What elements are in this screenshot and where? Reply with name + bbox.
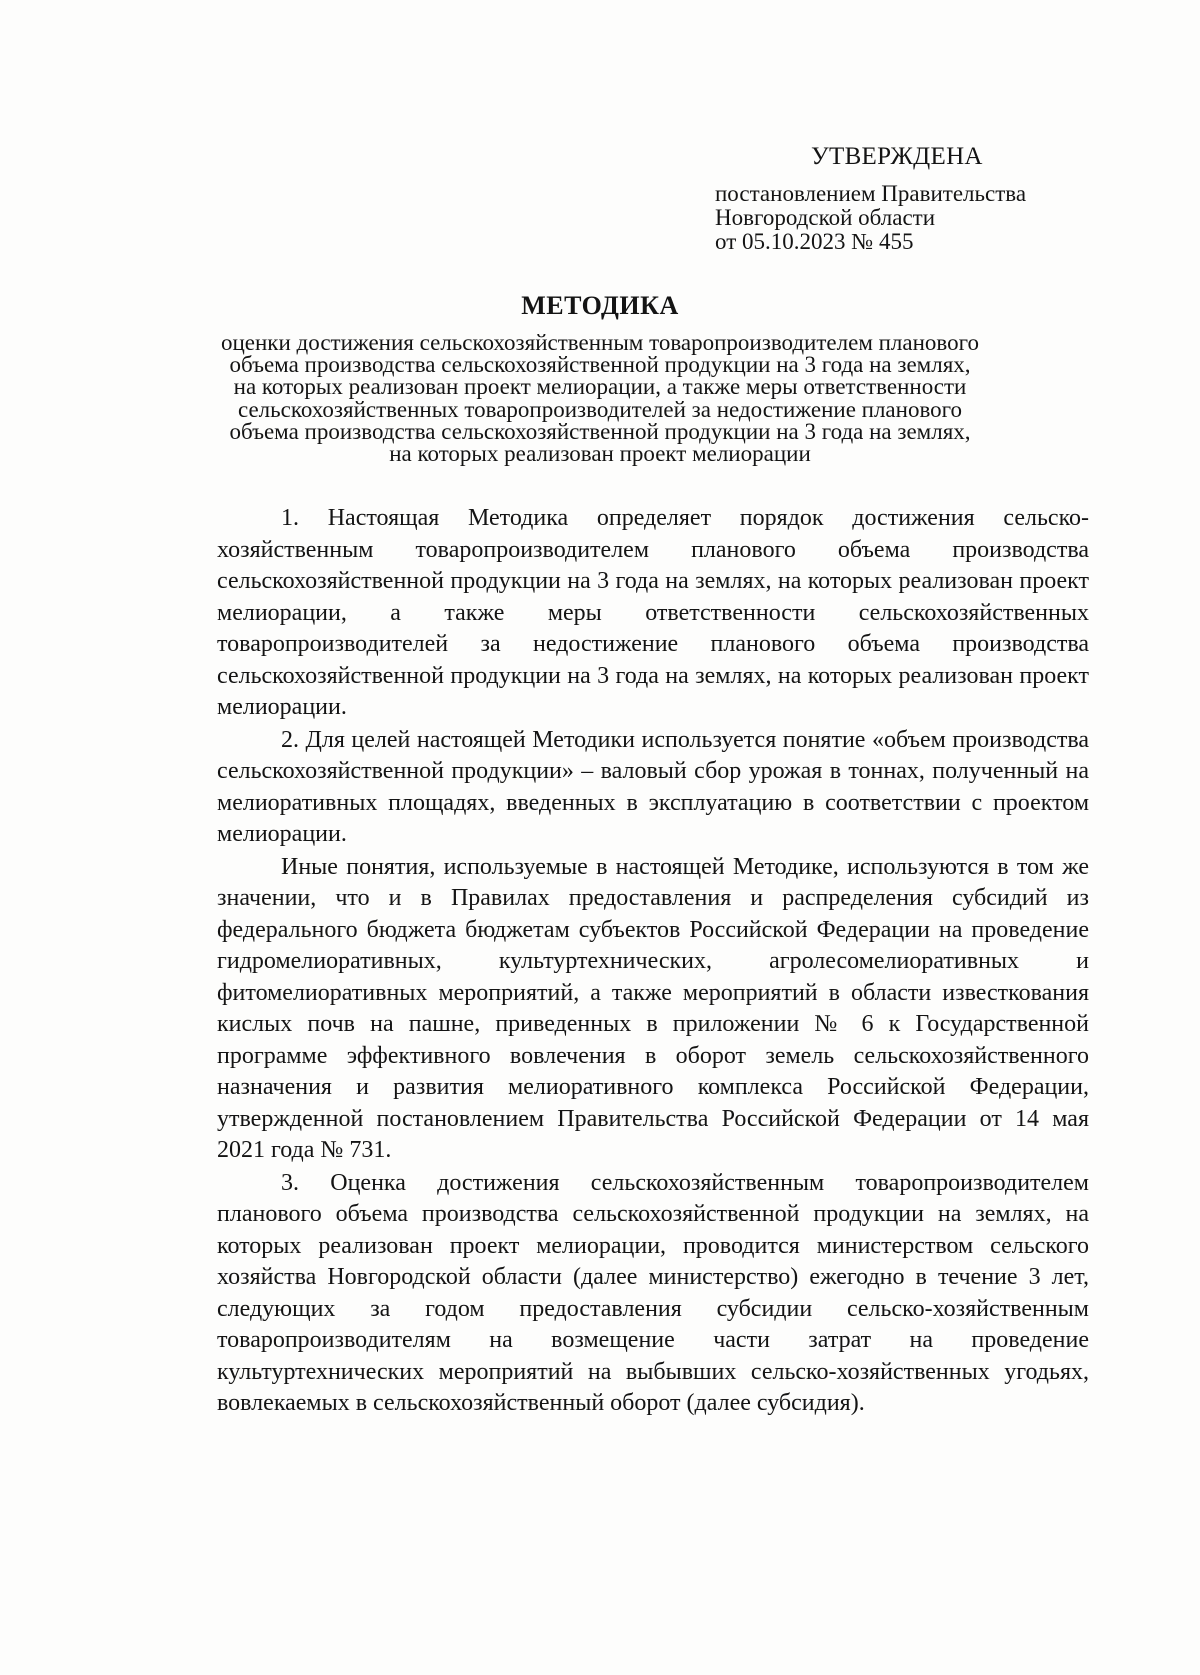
document-body <box>217 503 1089 1420</box>
paragraph-3: 3. Оценка достижения сельскохозяйственным товаропроизводителем планового объема производства сельскохозяйственной продукции на землях, на которых реализован проект мелиорации, проводится министерством сельского хозяйства Новгородской области (далее министерство) ежегодно в течение 3 лет, следующих за годом предоставления субсидии сельско-хозяйственным товаропроизводителям на возмещение части затрат на проведение культуртехнических мероприятий на выбывших сельско-хозяйственных угодьях, вовлекаемых в сельскохозяйственный оборот (далее субсидия). <box>217 1169 1089 1416</box>
approval-block <box>715 142 1027 254</box>
subtitle-line: на которых реализован проект мелиорации, а также меры ответственности <box>233 374 967 400</box>
subtitle-line: объема производства сельскохозяйственной продукции на 3 года на землях, <box>229 418 971 444</box>
paragraph-other-terms: Иные понятия, используемые в настоящей Методике, используются в том же значении, что и в Правилах предоставления и распределения субсидий из федерального бюджета бюджетам субъектов Российской Федерации на проведение гидромелиоративных, культуртехнических, агролесомелиоративных и фитомелиоративных мероприятий, а также мероприятий в области известкования кислых почв на пашне, приведенных в приложении № 6 к Государственной программе эффективного вовлечения в оборот земель сельскохозяйственного назначения и развития мелиоративного комплекса Российской Федерации, утвержденной постановлением Правительства Российской Федерации от 14 мая 2021 года № 731. <box>217 853 1089 1163</box>
paragraph-2: 2. Для целей настоящей Методики используется понятие «объем производства сельскохозяйственной продукции» – валовый сбор урожая в тоннах, полученный на мелиоративных площадях, введенных в эксплуатацию в соответствии с проектом мелиорации. <box>217 726 1089 847</box>
paragraph-1: 1. Настоящая Методика определяет порядок достижения сельско-хозяйственным товаропроизводителем планового объема производства сельскохозяйственной продукции на 3 года на землях, на которых реализован проект мелиорации, а также меры ответственности сельскохозяйственных товаропроизводителей за недостижение планового объема производства сельскохозяйственной продукции на 3 года на землях, на которых реализован проект мелиорации. <box>217 505 1089 720</box>
subtitle-line: оценки достижения сельскохозяйственным товаропроизводителем планового <box>220 330 979 355</box>
subtitle-line: сельскохозяйственных товаропроизводителей за недостижение планового <box>237 396 963 422</box>
document-title: МЕТОДИКА <box>521 291 679 320</box>
approval-stamp: УТВЕРЖДЕНА <box>811 143 983 170</box>
document-subtitle <box>150 332 1050 465</box>
approval-line: Новгородской области <box>715 205 936 230</box>
approval-line: от 05.10.2023 № 455 <box>715 229 914 254</box>
approval-line: постановлением Правительства <box>715 181 1027 206</box>
subtitle-line: объема производства сельскохозяйственной продукции на 3 года на землях, <box>229 352 971 378</box>
subtitle-line: на которых реализован проект мелиорации <box>389 441 811 467</box>
